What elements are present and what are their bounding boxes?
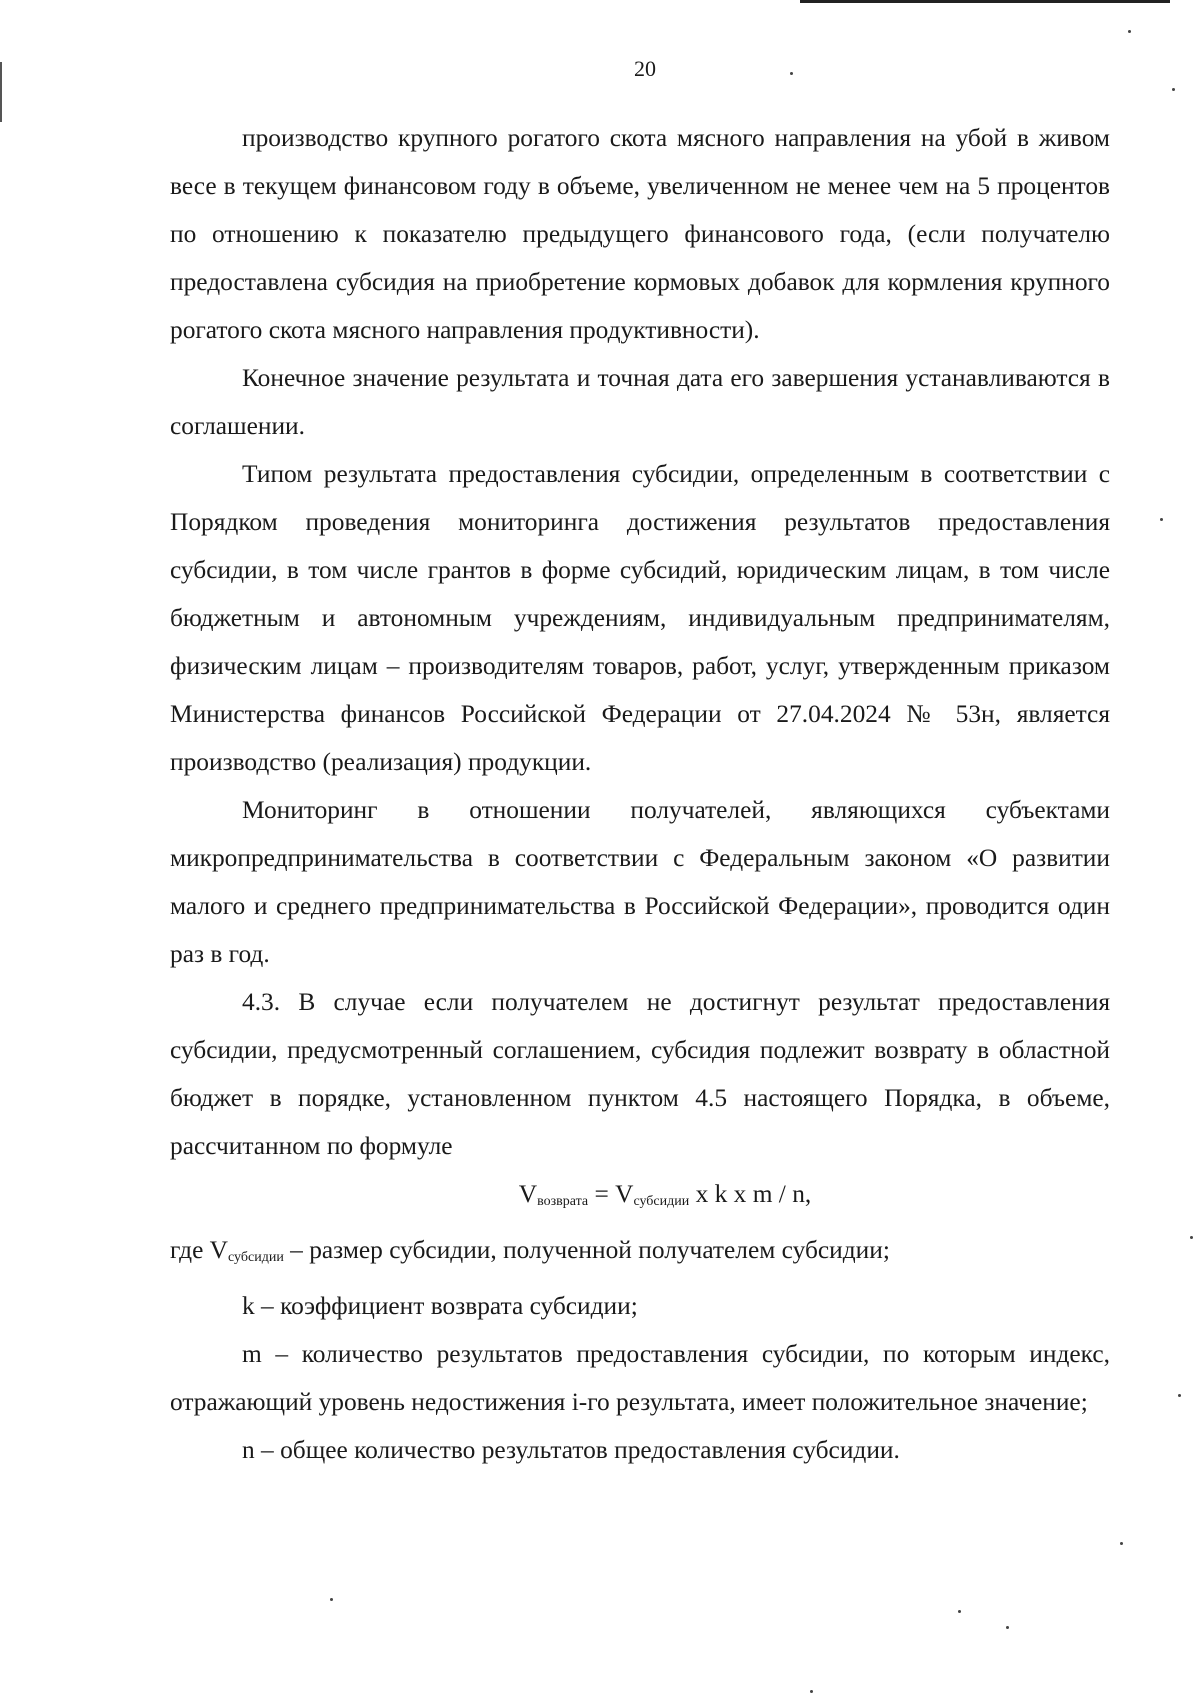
formula-rest: x k x m / n, bbox=[689, 1180, 812, 1208]
paragraph-result-production: производство крупного рогатого скота мясного направления на убой в живом весе в текущем финансовом году в объеме, увеличенном не менее чем на 5 процентов по отношению к показателю предыдущего финансового года, (если получателю предоставлена субсидия на приобретение кормовых добавок для кормления крупного рогатого скота мясного направления продуктивности). bbox=[170, 124, 1110, 344]
scan-top-rule bbox=[800, 0, 1170, 3]
page-number: 20 bbox=[634, 56, 656, 81]
definition-v-sub: субсидии bbox=[228, 1250, 284, 1265]
formula-v-return: V bbox=[518, 1180, 538, 1208]
scan-speck bbox=[810, 1690, 813, 1693]
scan-speck bbox=[958, 1610, 961, 1613]
definition-v-subsidy bbox=[170, 1226, 1110, 1282]
paragraph-4-3: 4.3. В случае если получателем не достигнут результат предоставления субсидии, предусмотренный соглашением, субсидия подлежит возврату в областной бюджет в порядке, установленном пунктом 4.5 настоящего Порядка, в объеме, рассчитанном по формуле bbox=[170, 988, 1110, 1160]
scan-speck bbox=[1190, 1236, 1193, 1239]
paragraph-monitoring: Мониторинг в отношении получателей, являющихся субъектами микропредпринимательства в соответствии с Федеральным законом «О развитии малого и среднего предпринимательства в Российской Федерации», проводится один раз в год. bbox=[170, 796, 1110, 968]
formula-v-subsidy: V bbox=[615, 1180, 634, 1208]
scan-speck bbox=[1128, 30, 1131, 33]
scan-speck bbox=[330, 1598, 333, 1601]
definition-n: n – общее количество результатов предоставления субсидии. bbox=[242, 1436, 900, 1464]
scan-speck bbox=[1172, 88, 1175, 91]
scan-speck bbox=[1160, 518, 1163, 521]
formula-equals: = bbox=[588, 1180, 616, 1208]
definition-m: m – количество результатов предоставления субсидии, по которым индекс, отражающий уровень недостижения i-го результата, имеет положительное значение; bbox=[170, 1340, 1110, 1416]
definition-k: k – коэффициент возврата субсидии; bbox=[242, 1292, 638, 1320]
scan-speck bbox=[1120, 1542, 1123, 1545]
definition-v-prefix: где V bbox=[170, 1236, 229, 1264]
scan-speck bbox=[790, 72, 793, 75]
document-body bbox=[170, 114, 1110, 1474]
formula-sub-return: возврата bbox=[537, 1194, 589, 1209]
scan-speck bbox=[1006, 1626, 1009, 1629]
definition-v-text: – размер субсидии, полученной получателем субсидии; bbox=[283, 1236, 890, 1264]
paragraph-result-type: Типом результата предоставления субсидии, определенным в соответствии с Порядком проведения мониторинга достижения результатов предоставления субсидии, в том числе грантов в форме субсидий, юридическим лицам, в том числе бюджетным и автономным учреждениям, индивидуальным предпринимателям, физическим лицам – производителям товаров, работ, услуг, утвержденным приказом Министерства финансов Российской Федерации от 27.04.2024 № 53н, является производство (реализация) продукции. bbox=[170, 460, 1110, 776]
paragraph-final-value: Конечное значение результата и точная дата его завершения устанавливаются в соглашении. bbox=[170, 364, 1110, 440]
scan-speck bbox=[1178, 1394, 1181, 1397]
return-formula bbox=[170, 1170, 1110, 1226]
formula-sub-subsidy: субсидии bbox=[633, 1194, 690, 1209]
